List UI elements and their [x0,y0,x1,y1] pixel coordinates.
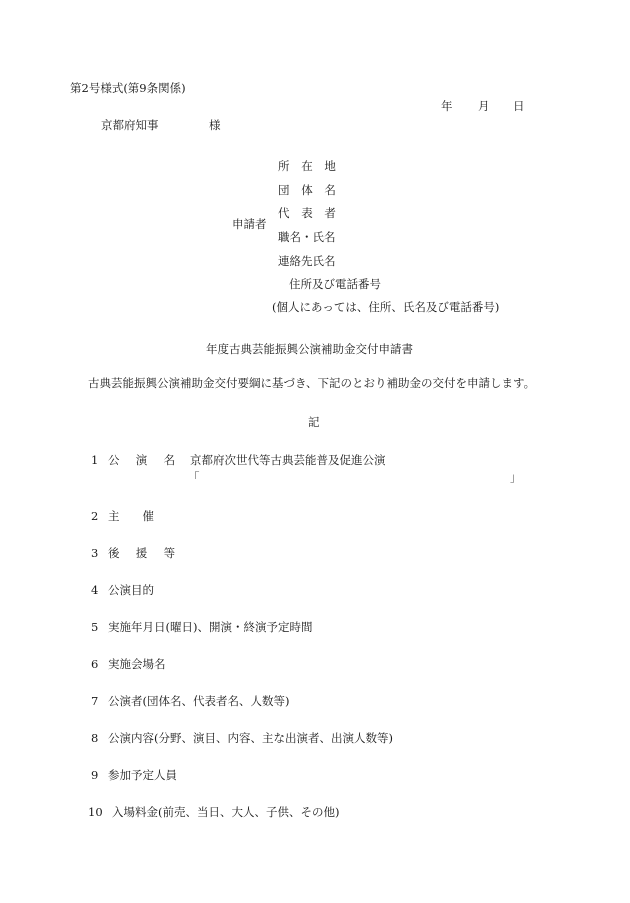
date-year-label: 年 [441,99,453,113]
item-number: 3 [91,546,99,560]
item-number: 9 [91,768,99,782]
field-contact-address-phone: 住所及び電話番号 [289,277,381,291]
open-bracket: 「 [188,470,200,484]
item-label: 公演目的 [108,583,154,597]
date-month-label: 月 [478,99,490,113]
item-number: 7 [91,694,99,708]
item-number: 5 [91,620,99,634]
field-position-name: 職名・氏名 [278,230,336,244]
ki-heading: 記 [308,415,320,429]
field-organization: 団 体 名 [278,183,340,197]
item-number: 8 [91,731,99,745]
item-label: 公演者(団体名、代表者名、人数等) [108,694,290,708]
item-label: 実施会場名 [108,657,166,671]
form-number: 第2号様式(第9条関係) [70,81,186,95]
item-label: 参加予定人員 [108,768,177,782]
field-contact: 連絡先氏名 [278,254,336,268]
item-label: 公演内容(分野、演目、内容、主な出演者、出演人数等) [108,731,393,745]
item-number: 6 [91,657,99,671]
field-address: 所 在 地 [278,159,340,173]
applicant-label: 申請者 [232,217,267,231]
date-day-label: 日 [513,99,525,113]
document-title: 年度古典芸能振興公演補助金交付申請書 [206,342,413,356]
item-label: 実施年月日(曜日)、開演・終演予定時間 [108,620,313,634]
item-number: 4 [91,583,99,597]
field-individual-note: (個人にあっては、住所、氏名及び電話番号) [272,300,500,314]
body-text: 古典芸能振興公演補助金交付要綱に基づき、下記のとおり補助金の交付を申請します。 [88,376,536,390]
item-label: 後 援 等 [108,546,182,560]
item-label: 入場料金(前売、当日、大人、子供、その他) [112,805,340,819]
item-number: 1 [91,453,99,467]
close-bracket: 」 [510,470,522,484]
item-label: 主 催 [108,509,154,523]
item-label: 公 演 名 [108,453,182,467]
item-number: 10 [88,805,103,819]
recipient-name: 京都府知事 [101,118,159,132]
item-number: 2 [91,509,99,523]
field-representative: 代 表 者 [278,206,340,220]
item-value: 京都府次世代等古典芸能普及促進公演 [190,453,386,467]
recipient-honorific: 様 [209,118,221,132]
